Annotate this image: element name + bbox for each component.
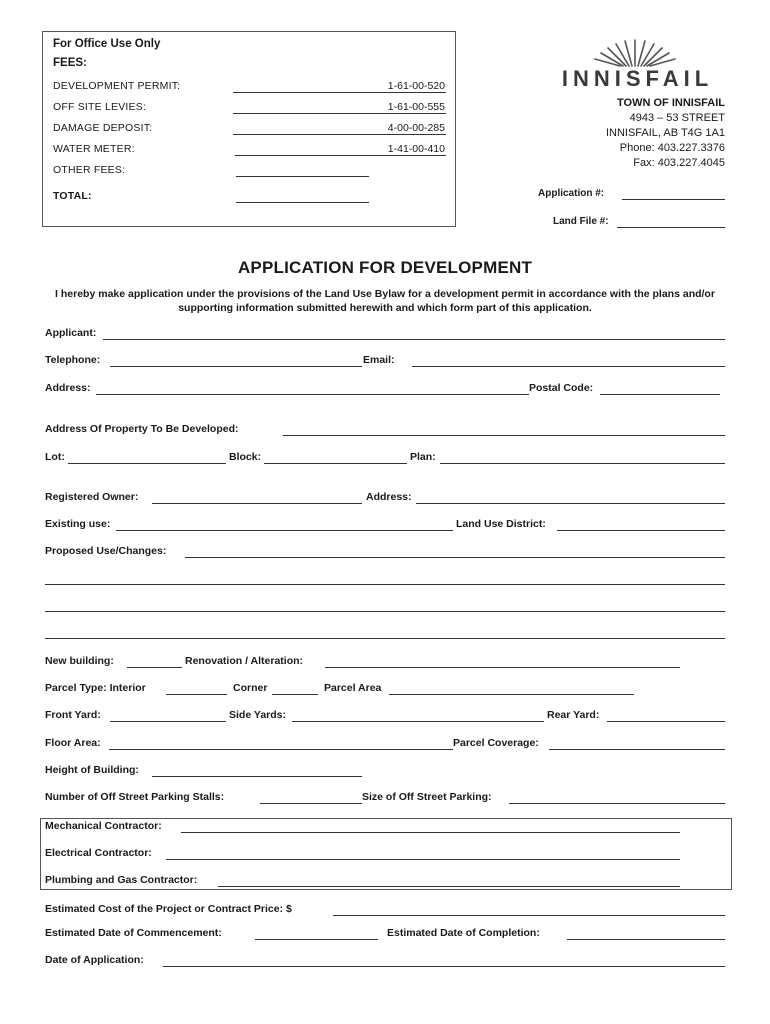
postal-code-field[interactable] <box>600 394 720 395</box>
front-yard-field[interactable] <box>110 721 226 722</box>
fee-label-total: TOTAL: <box>53 190 92 202</box>
registered-owner-field[interactable] <box>152 503 362 504</box>
logo-wordmark: INNISFAIL <box>561 66 714 91</box>
parcel-coverage-field[interactable] <box>549 749 725 750</box>
proposed-use-line-3[interactable] <box>45 611 725 612</box>
electrical-contractor-field[interactable] <box>166 859 680 860</box>
land-use-district-field[interactable] <box>557 530 725 531</box>
telephone-label: Telephone: <box>45 354 101 366</box>
parking-size-field[interactable] <box>509 803 725 804</box>
telephone-field[interactable] <box>110 366 362 367</box>
plan-field[interactable] <box>440 463 725 464</box>
renovation-label: Renovation / Alteration: <box>185 655 304 667</box>
owner-address-label: Address: <box>366 491 412 503</box>
estimated-cost-label: Estimated Cost of the Project or Contract Price: $ <box>45 903 292 915</box>
property-address-field[interactable] <box>283 435 725 436</box>
intro-statement: I hereby make application under the provisions of the Land Use Bylaw for a development permit in accordance with the plans and/or supporting information submitted herewith and which form part of this application. <box>55 288 715 314</box>
address-label: Address: <box>45 382 91 394</box>
owner-address-field[interactable] <box>416 503 725 504</box>
parking-stalls-label: Number of Off Street Parking Stalls: <box>45 791 225 803</box>
applicant-field[interactable] <box>103 339 725 340</box>
registered-owner-label: Registered Owner: <box>45 491 139 503</box>
fee-line-total[interactable] <box>236 202 369 203</box>
land-file-label: Land File #: <box>553 216 609 227</box>
fee-label-damage-deposit: DAMAGE DEPOSIT: <box>53 122 153 134</box>
block-field[interactable] <box>264 463 407 464</box>
sunburst-logo-icon <box>585 38 685 68</box>
parcel-type-interior-label: Parcel Type: Interior <box>45 682 146 694</box>
address-field[interactable] <box>96 394 529 395</box>
town-phone: Phone: 403.227.3376 <box>619 142 725 154</box>
proposed-use-line-4[interactable] <box>45 638 725 639</box>
plan-label: Plan: <box>410 451 436 463</box>
fee-label-other-fees: OTHER FEES: <box>53 164 126 176</box>
office-use-title: For Office Use Only <box>53 38 161 50</box>
new-building-field[interactable] <box>127 667 182 668</box>
mechanical-contractor-field[interactable] <box>181 832 680 833</box>
fee-label-off-site-levies: OFF SITE LEVIES: <box>53 101 147 113</box>
town-street: 4943 – 53 STREET <box>629 112 725 124</box>
rear-yard-field[interactable] <box>607 721 725 722</box>
corner-label: Corner <box>233 682 268 694</box>
proposed-use-line-2[interactable] <box>45 584 725 585</box>
parcel-coverage-label: Parcel Coverage: <box>453 737 539 749</box>
commencement-field[interactable] <box>255 939 378 940</box>
proposed-use-field[interactable] <box>185 557 725 558</box>
town-fax: Fax: 403.227.4045 <box>633 157 725 169</box>
application-number-field[interactable] <box>622 199 725 200</box>
fee-label-water-meter: WATER METER: <box>53 143 135 155</box>
date-of-application-label: Date of Application: <box>45 954 144 966</box>
proposed-use-label: Proposed Use/Changes: <box>45 545 167 557</box>
estimated-cost-field[interactable] <box>333 915 725 916</box>
new-building-label: New building: <box>45 655 114 667</box>
fee-line-other-fees[interactable] <box>236 176 369 177</box>
block-label: Block: <box>229 451 262 463</box>
fee-line-damage-deposit[interactable] <box>233 134 446 135</box>
existing-use-field[interactable] <box>116 530 453 531</box>
height-field[interactable] <box>152 776 362 777</box>
form-title: APPLICATION FOR DEVELOPMENT <box>237 258 533 277</box>
application-number-label: Application #: <box>538 188 605 199</box>
fee-code-development-permit: 1-61-00-520 <box>387 80 445 92</box>
side-yards-field[interactable] <box>292 721 544 722</box>
parcel-area-field[interactable] <box>389 694 634 695</box>
fee-code-off-site-levies: 1-61-00-555 <box>387 101 445 113</box>
parcel-area-label: Parcel Area <box>324 682 382 694</box>
parking-size-label: Size of Off Street Parking: <box>362 791 492 803</box>
commencement-label: Estimated Date of Commencement: <box>45 927 222 939</box>
plumbing-contractor-label: Plumbing and Gas Contractor: <box>45 874 198 886</box>
applicant-label: Applicant: <box>45 327 97 339</box>
rear-yard-label: Rear Yard: <box>547 709 600 721</box>
fee-label-development-permit: DEVELOPMENT PERMIT: <box>53 80 181 92</box>
parking-stalls-field[interactable] <box>260 803 362 804</box>
fee-line-off-site-levies[interactable] <box>233 113 446 114</box>
lot-field[interactable] <box>68 463 226 464</box>
height-label: Height of Building: <box>45 764 139 776</box>
email-field[interactable] <box>412 366 725 367</box>
town-name: TOWN OF INNISFAIL <box>617 97 725 109</box>
parcel-interior-field[interactable] <box>166 694 227 695</box>
existing-use-label: Existing use: <box>45 518 111 530</box>
office-use-box <box>42 31 456 227</box>
property-address-label: Address Of Property To Be Developed: <box>45 423 239 435</box>
fee-line-development-permit[interactable] <box>233 92 446 93</box>
fee-code-water-meter: 1-41-00-410 <box>387 143 445 155</box>
land-use-district-label: Land Use District: <box>456 518 546 530</box>
land-file-field[interactable] <box>617 227 725 228</box>
lot-label: Lot: <box>45 451 65 463</box>
date-of-application-field[interactable] <box>163 966 725 967</box>
mechanical-contractor-label: Mechanical Contractor: <box>45 820 162 832</box>
completion-field[interactable] <box>567 939 725 940</box>
electrical-contractor-label: Electrical Contractor: <box>45 847 152 859</box>
floor-area-label: Floor Area: <box>45 737 101 749</box>
fee-line-water-meter[interactable] <box>235 155 446 156</box>
fees-label: FEES: <box>53 57 87 69</box>
fee-code-damage-deposit: 4-00-00-285 <box>387 122 445 134</box>
floor-area-field[interactable] <box>109 749 453 750</box>
completion-label: Estimated Date of Completion: <box>387 927 540 939</box>
corner-field[interactable] <box>272 694 318 695</box>
side-yards-label: Side Yards: <box>229 709 287 721</box>
front-yard-label: Front Yard: <box>45 709 101 721</box>
renovation-field[interactable] <box>325 667 680 668</box>
postal-code-label: Postal Code: <box>529 382 594 394</box>
town-city: INNISFAIL, AB T4G 1A1 <box>605 127 725 139</box>
plumbing-contractor-field[interactable] <box>218 886 680 887</box>
email-label: Email: <box>363 354 395 366</box>
